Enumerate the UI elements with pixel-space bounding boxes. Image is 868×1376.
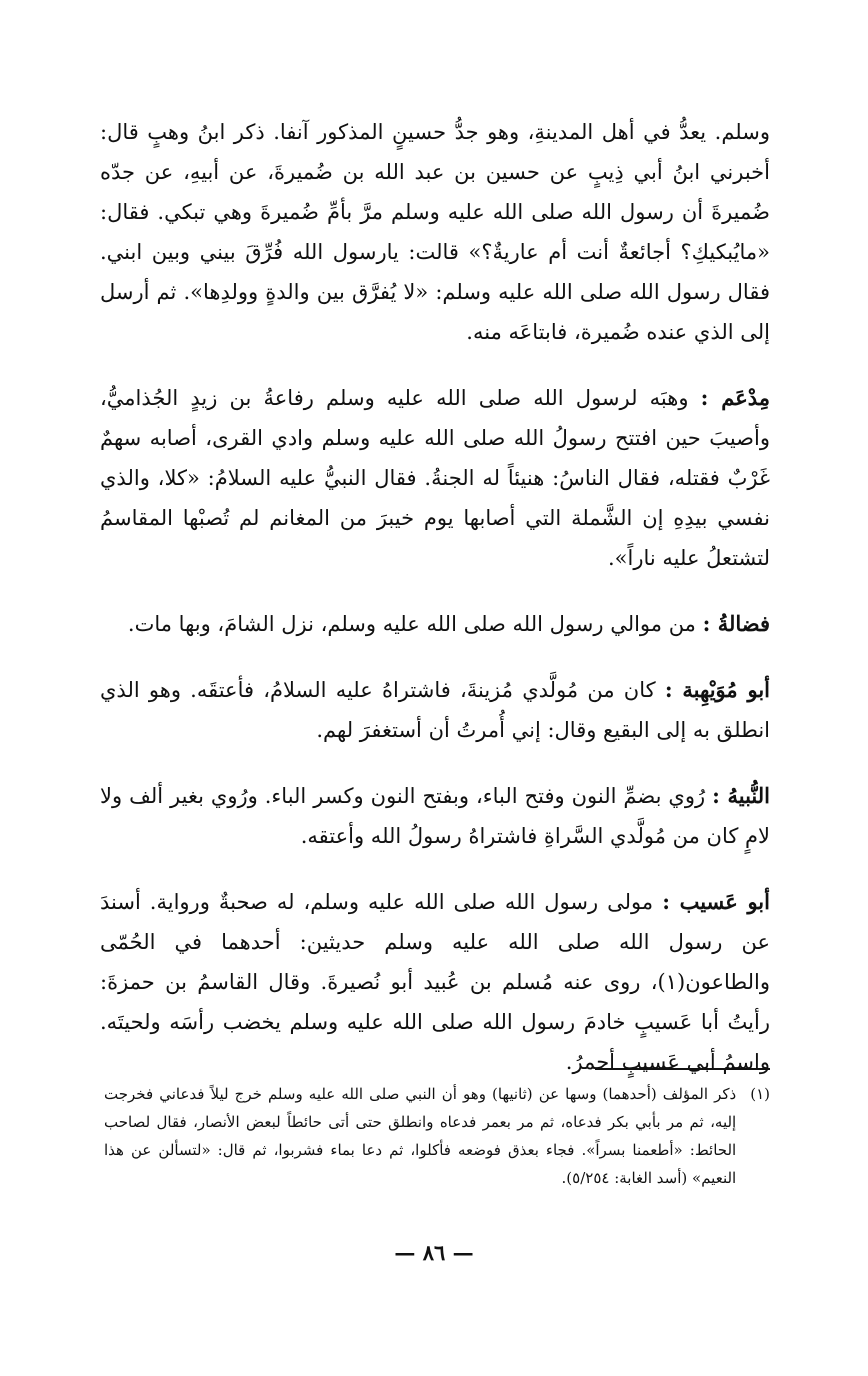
footnote-divider	[595, 1068, 770, 1070]
entry-text: من موالي رسول الله صلى الله عليه وسلم، نزل الشامَ، وبها مات.	[127, 612, 696, 636]
entry-name: أبو مُوَيْهِبة :	[664, 677, 770, 702]
entry-fadala	[100, 604, 770, 644]
page-number: — ٨٦ —	[394, 1240, 474, 1265]
footnote	[104, 1080, 770, 1192]
paragraph-text: وسلم. يعدُّ في أهل المدينةِ، وهو جدُّ حسينٍ المذكور آنفا. ذكر ابنُ وهبٍ قال: أخبرني ابنُ أبي ذِيبٍ عن حسين بن عبد الله بن ضُميرةَ، عن أبيهِ، عن جدّه ضُميرةَ أن رسول الله صلى الله عليه وسلم مرَّ بأمِّ ضُميرةَ وهي تبكي. فقال: «مايُبكيكِ؟ أجائعةٌ أنت أم عاريةٌ؟» قالت: يارسول الله فُرِّقَ بيني وبين ابني. فقال رسول الله صلى الله عليه وسلم: «لا يُفرَّق بين والدةٍ وولدِها». ثم أرسل إلى الذي عنده ضُميرة، فابتاعَه منه.	[100, 120, 770, 344]
entry-name: مِدْعَم :	[700, 385, 770, 410]
entry-text: وهبَه لرسول الله صلى الله عليه وسلم رفاعةُ بن زيدٍ الجُذاميُّ، وأصيبَ حين افتتح رسولُ الله صلى الله عليه وسلم وادي القرى، أصابه سهمٌ غَرْبٌ فقتله، فقال الناسُ: هنيئاً له الجنةُ. فقال النبيُّ عليه السلامُ: «كلا، والذي نفسي بيدِهِ إن الشَّملة التي أصابها يوم خيبرَ من المغانم لم تُصبْها المقاسمُ لتشتعلُ عليه ناراً».	[100, 386, 770, 570]
entry-name: النُّبيهُ :	[712, 783, 770, 808]
entry-abu-asib	[100, 882, 770, 1082]
entry-name: فضالةُ :	[702, 611, 770, 636]
entry-abu-muwayhiba	[100, 670, 770, 750]
entry-name: أبو عَسيب :	[662, 889, 770, 914]
entry-text: رُوي بضمِّ النون وفتح الباء، وبفتح النون وكسر الباء. ورُوي بغير ألف ولا لامٍ كان من مُولَّدي السَّراةِ فاشتراهُ رسولُ الله وأعتقه.	[100, 784, 770, 848]
entry-text: مولى رسول الله صلى الله عليه وسلم، له صحبةٌ ورواية. أسندَ عن رسول الله صلى الله عليه وسلم حديثين: أحدهما في الحُمّى والطاعون(١)، روى عنه مُسلم بن عُبيد أبو نُصيرةَ. وقال القاسمُ بن حمزةَ: رأيتُ أبا عَسيبٍ خادمَ رسول الله صلى الله عليه وسلم يخضب رأسَه ولحيتَه. واسمُ أبي عَسيبٍ أحمرُ.	[100, 890, 770, 1074]
main-text	[100, 112, 770, 1108]
entry-nubayh	[100, 776, 770, 856]
entry-text: كان من مُولَّدي مُزينةَ، فاشتراهُ عليه السلامُ، فأعتقَه. وهو الذي انطلق به إلى البقيع وقال: إني أُمرتُ أن أستغفرَ لهم.	[100, 678, 770, 742]
footnote-number: (١)	[750, 1085, 770, 1103]
entry-midam	[100, 378, 770, 578]
footnote-text: ذكر المؤلف (أحدهما) وسها عن (ثانيها) وهو أن النبي صلى الله عليه وسلم خرج ليلاً فدعاني فخرجت إليه، ثم مر بأبي بكر فدعاه، ثم مر بعمر فدعاه وانطلق حتى أتى حائطاً لبعض الأنصار، فقال لصاحب الحائط: «أطعمنا بسراً». فجاء بعذق فوضعه فأكلوا، ثم دعا بماء فشربوا، ثم قال: «لتسألن عن هذا النعيم» (أسد الغابة: ٥/٢٥٤).	[104, 1085, 737, 1187]
paragraph-continued	[100, 112, 770, 352]
